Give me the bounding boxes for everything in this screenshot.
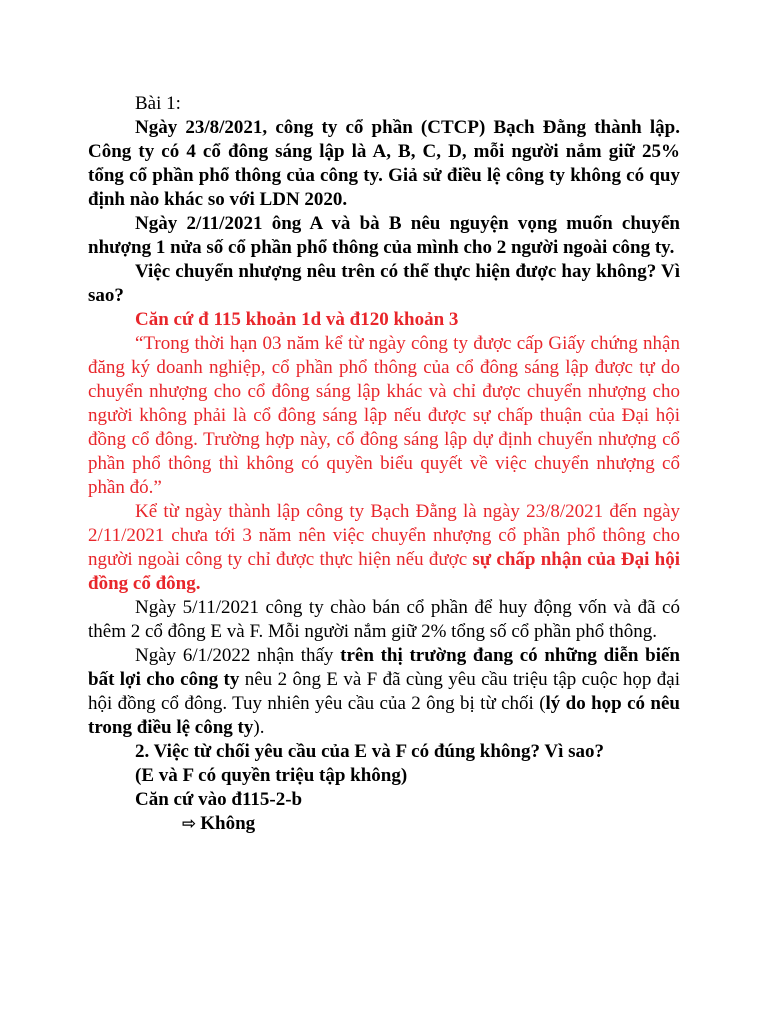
scenario-4-emphasis: trên thị trường đang có những diễn biến bất lợi cho công ty <box>88 645 681 690</box>
scenario-paragraph-2: Ngày 2/11/2021 ông A và bà B nêu nguyện vọng muốn chuyển nhượng 1 nửa số cổ phần phổ thông của mình cho 2 người ngoài công ty. <box>88 213 680 258</box>
answer-2-text: Không <box>200 813 256 834</box>
scenario-4-start: Ngày 6/1/2022 nhận thấy <box>135 645 341 666</box>
answer-1-emphasis: sự chấp nhận của Đại hội đồng cổ đông. <box>88 549 680 594</box>
legal-basis-2: Căn cứ vào đ115-2-b <box>135 789 303 810</box>
answer-1-text: Kể từ ngày thành lập công ty Bạch Đằng là ngày 23/8/2021 đến ngày 2/11/2021 chưa tới 3 năm nên việc chuyển nhượng cổ phần phổ thông cho người ngoài công ty chỉ được thực hiện nếu được <box>88 501 680 570</box>
question-1: Việc chuyển nhượng nêu trên có thể thực hiện được hay không? Vì sao? <box>88 261 680 306</box>
scenario-4-end: ). <box>253 717 265 738</box>
scenario-paragraph-4 <box>88 644 680 740</box>
answer-2 <box>88 812 680 836</box>
scenario-4-emphasis-2: lý do họp có nêu trong điều lệ công ty <box>88 693 680 738</box>
heading: Bài 1: <box>135 93 181 114</box>
legal-basis-1: Căn cứ đ 115 khoản 1d và đ120 khoản 3 <box>135 309 459 330</box>
arrow-right-icon: ⇨ <box>182 814 197 834</box>
question-2: 2. Việc từ chối yêu cầu của E và F có đúng không? Vì sao? <box>135 741 605 762</box>
legal-quote: “Trong thời hạn 03 năm kể từ ngày công ty được cấp Giấy chứng nhận đăng ký doanh nghiệp, cổ phần phổ thông của cổ đông sáng lập được tự do chuyển nhượng cho cổ đông sáng lập khác và chỉ được chuyển nhượng cho người không phải là cổ đông sáng lập nếu được sự chấp thuận của Đại hội đồng cổ đông. Trường hợp này, cổ đông sáng lập dự định chuyển nhượng cổ phần phổ thông thì không có quyền biểu quyết về việc chuyển nhượng cổ phần đó.” <box>88 333 680 498</box>
scenario-4-middle: nêu 2 ông E và F đã cùng yêu cầu triệu tập cuộc họp đại hội đồng cổ đông. Tuy nhiên yêu cầu của 2 ông bị từ chối ( <box>88 669 680 714</box>
document-page <box>88 92 680 836</box>
answer-1 <box>88 500 680 596</box>
question-2-sub: (E và F có quyền triệu tập không) <box>135 765 408 786</box>
scenario-paragraph-3: Ngày 5/11/2021 công ty chào bán cổ phần để huy động vốn và đã có thêm 2 cổ đông E và F. Mỗi người nắm giữ 2% tổng số cổ phần phổ thông. <box>88 597 680 642</box>
scenario-paragraph-1: Ngày 23/8/2021, công ty cổ phần (CTCP) Bạch Đằng thành lập. Công ty có 4 cổ đông sáng lập là A, B, C, D, mỗi người nắm giữ 25% tổng cổ phần phổ thông của công ty. Giả sử điều lệ công ty không có quy định nào khác so với LDN 2020. <box>88 117 680 210</box>
